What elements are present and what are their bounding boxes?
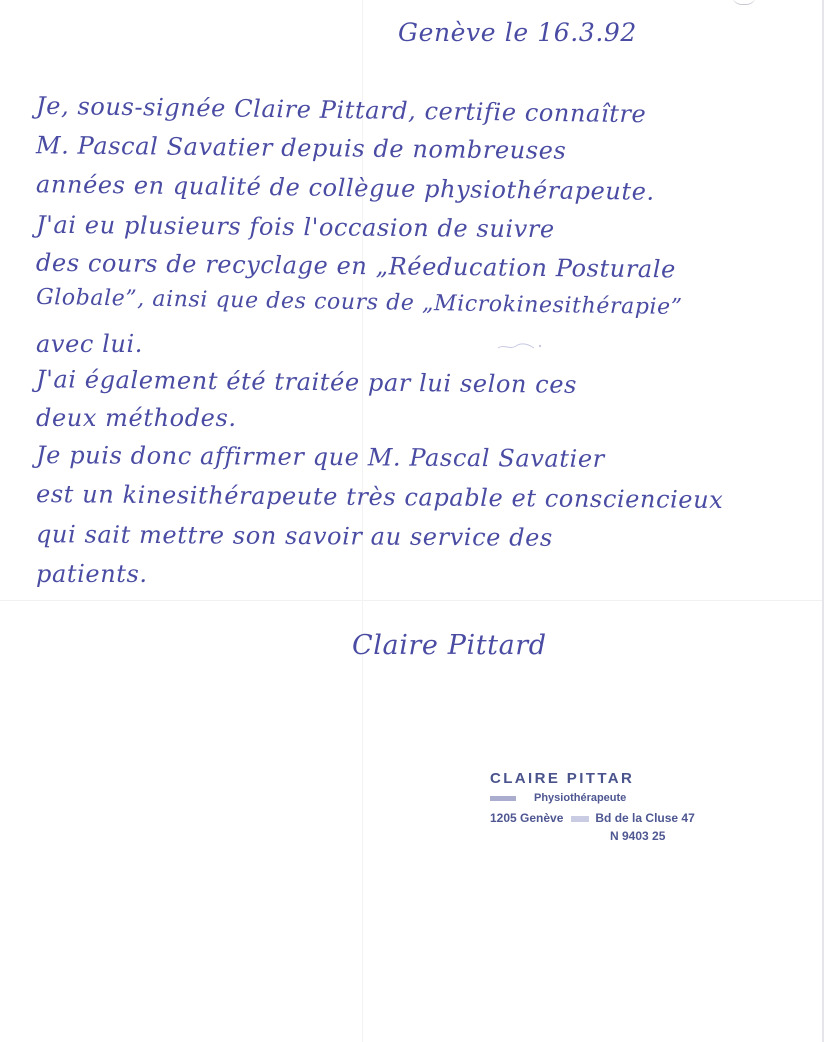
letter-line: deux méthodes.	[36, 404, 237, 432]
stamp-address-line	[490, 811, 695, 825]
letter-date: Genève le 16.3.92	[398, 18, 637, 47]
letter-line: J'ai également été traitée par lui selon ces	[35, 365, 578, 399]
paper-fold-horizontal	[0, 600, 824, 601]
letter-line: Globale”, ainsi que des cours de „Microkinesithérapie”	[35, 284, 683, 321]
letter-line: des cours de recyclage en „Réeducation Posturale	[35, 248, 677, 284]
stamp-number: N 9403 25	[610, 829, 666, 843]
stamp-profession: Physiothérapeute	[534, 792, 627, 804]
letter-line: M. Pascal Savatier depuis de nombreuses	[35, 131, 567, 165]
stamp-name: CLAIRE PITTAR	[490, 770, 635, 787]
letter-line: qui sait mettre son savoir au service des	[35, 520, 553, 552]
letter-line: J'ai eu plusieurs fois l'occasion de suivre	[35, 210, 555, 244]
stamp-address: Bd de la Cluse 47	[595, 811, 695, 825]
practice-stamp	[490, 770, 710, 850]
letter-line: est un kinesithérapeute très capable et consciencieux	[35, 480, 724, 514]
letter-line: avec lui.	[36, 330, 143, 358]
letter-line: Je puis donc affirmer que M. Pascal Savatier	[35, 441, 605, 473]
letter-line: années en qualité de collègue physiothérapeute.	[35, 170, 655, 206]
paper-corner-mark	[732, 0, 756, 5]
stamp-profession-line	[490, 792, 626, 804]
stamp-smudge	[571, 816, 589, 822]
letter-line: patients.	[36, 560, 148, 588]
stamp-city: 1205 Genève	[490, 811, 564, 825]
stamp-smudge	[490, 796, 516, 801]
signature: Claire Pittard	[352, 630, 547, 661]
ink-smudge	[496, 340, 546, 352]
letter-line: Je, sous-signée Claire Pittard, certifie connaître	[35, 91, 647, 129]
